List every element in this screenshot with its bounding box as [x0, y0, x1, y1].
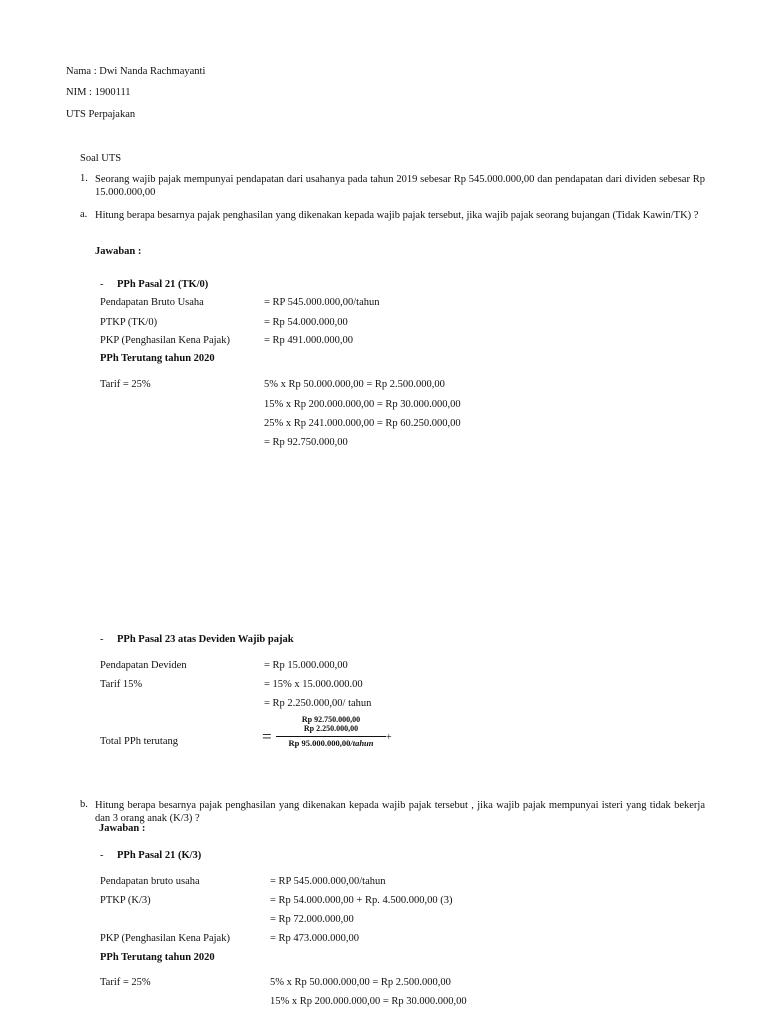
row-value: = Rp 491.000.000,00: [264, 335, 354, 346]
fraction-bar: [276, 736, 386, 737]
question-text: Seorang wajib pajak mempunyai pendapatan dari usahanya pada tahun 2019 sebesar Rp 545.000.000,00 dan pendapatan dari dividen sebesar Rp 15.000.000,00: [95, 174, 705, 199]
row-label: Pendapatan bruto usaha: [100, 876, 200, 887]
equals-sign: =: [262, 727, 272, 746]
plus-sign: +: [386, 732, 392, 743]
pph21-k3-heading: PPh Pasal 21 (K/3): [117, 850, 202, 861]
row-value: = Rp 54.000.000,00: [264, 317, 348, 328]
total-pph-fraction: [262, 714, 402, 754]
deviden-value: = 15% x 15.000.000.00: [264, 679, 363, 690]
tarif-label: Tarif = 25%: [100, 977, 151, 988]
row-value: = Rp 72.000.000,00: [270, 914, 354, 925]
part-a-jawaban: Jawaban :: [95, 246, 142, 257]
row-value: = RP 545.000.000,00/tahun: [264, 297, 380, 308]
student-name: Nama : Dwi Nanda Rachmayanti: [66, 66, 206, 77]
deviden-label: Pendapatan Deviden: [100, 660, 187, 671]
row-label: PKP (Penghasilan Kena Pajak): [100, 335, 230, 346]
tarif-line: 5% x Rp 50.000.000,00 = Rp 2.500.000,00: [270, 977, 451, 988]
row-value: = Rp 54.000.000,00 + Rp. 4.500.000,00 (3): [270, 895, 453, 906]
question-number: 1.: [80, 173, 88, 184]
tarif-total: = Rp 92.750.000,00: [264, 437, 348, 448]
tarif-label: Tarif = 25%: [100, 379, 151, 390]
row-value: = RP 545.000.000,00/tahun: [270, 876, 386, 887]
part-a-label: a.: [80, 209, 88, 220]
tarif-line: 25% x Rp 241.000.000,00 = Rp 60.250.000,00: [264, 418, 461, 429]
pph-terutang-heading: PPh Terutang tahun 2020: [100, 952, 215, 963]
tarif-line: 5% x Rp 50.000.000,00 = Rp 2.500.000,00: [264, 379, 445, 390]
row-label: PTKP (TK/0): [100, 317, 158, 328]
deviden-value: = Rp 2.250.000,00/ tahun: [264, 698, 372, 709]
total-pph-label: Total PPh terutang: [100, 736, 179, 747]
part-b-jawaban: Jawaban :: [99, 823, 146, 834]
tarif-line: 15% x Rp 200.000.000,00 = Rp 30.000.000,00: [270, 996, 467, 1007]
deviden-value: = Rp 15.000.000,00: [264, 660, 348, 671]
fraction-total: Rp 95.000.000,00/tahun: [288, 738, 374, 748]
exam-title: UTS Perpajakan: [66, 109, 136, 120]
pph23-heading: PPh Pasal 23 atas Deviden Wajib pajak: [117, 634, 294, 645]
part-a-question: Hitung berapa besarnya pajak penghasilan yang dikenakan kepada wajib pajak tersebut, jika wajib pajak seorang bujangan (Tidak Kawin/TK) ?: [95, 210, 699, 221]
bullet-dash: -: [100, 279, 104, 290]
fraction-line-1: Rp 92.750.000,00: [301, 715, 361, 724]
pph21-tk-heading: PPh Pasal 21 (TK/0): [117, 279, 209, 290]
bullet-dash: -: [100, 850, 104, 861]
row-label: Pendapatan Bruto Usaha: [100, 297, 204, 308]
row-value: = Rp 473.000.000,00: [270, 933, 360, 944]
bullet-dash: -: [100, 634, 104, 645]
pph-terutang-heading: PPh Terutang tahun 2020: [100, 353, 215, 364]
row-label: PTKP (K/3): [100, 895, 151, 906]
student-nim: NIM : 1900111: [66, 87, 131, 98]
tarif-line: 15% x Rp 200.000.000,00 = Rp 30.000.000,00: [264, 399, 461, 410]
row-label: PKP (Penghasilan Kena Pajak): [100, 933, 230, 944]
soal-title: Soal UTS: [80, 153, 122, 164]
part-b-label: b.: [80, 799, 88, 810]
deviden-label: Tarif 15%: [100, 679, 143, 690]
fraction-line-2: Rp 2.250.000,00: [303, 724, 359, 733]
part-b-question: Hitung berapa besarnya pajak penghasilan yang dikenakan kepada wajib pajak tersebut , jika wajib pajak mempunyai isteri yang tidak bekerja dan 3 orang anak (K/3) ?: [95, 800, 705, 825]
